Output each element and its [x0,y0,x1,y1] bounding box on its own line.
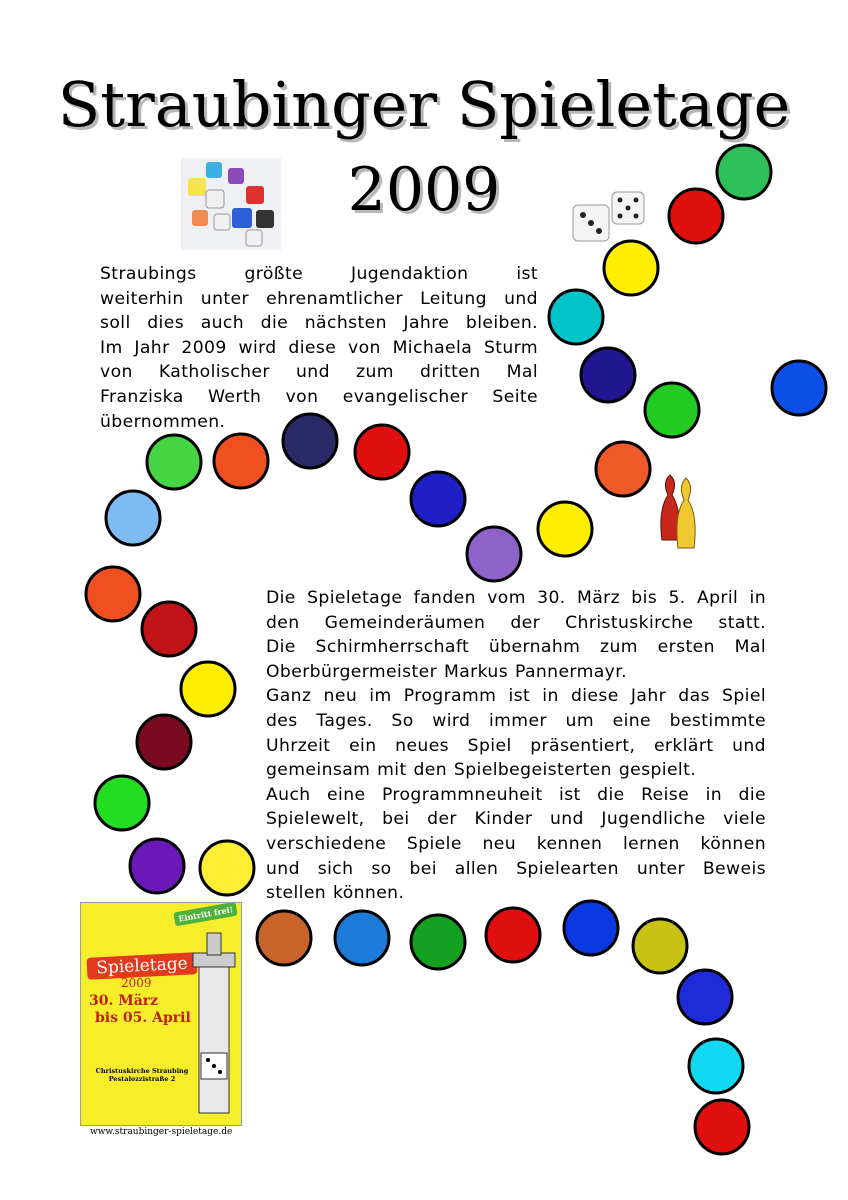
board-space [257,911,311,965]
board-space [645,383,699,437]
poster-venue: Christuskirche Straubing Pestalozzistraße 2 [95,1067,189,1083]
board-space [633,919,687,973]
page-title: Straubinger Spieletage [57,68,791,141]
text-line: des Tages. So wird immer um eine bestimmte [266,710,766,731]
dice-image [181,158,281,250]
board-space [411,915,465,969]
board-space [142,602,196,656]
text-line: Oberbürgermeister Markus Pannermayr. [266,661,627,682]
text-line: und sich so bei allen Spielearten unter Beweis [266,858,766,879]
text-line: Im Jahr 2009 wird diese von Michaela Sturm [100,337,538,358]
board-space [214,434,268,488]
text-line: Die Spieletage fanden vom 30. März bis 5. April in [266,588,766,608]
text-line: Ganz neu im Programm ist in diese Jahr das Spiel [266,686,766,707]
board-space [669,189,723,243]
board-space [130,839,184,893]
board-space [181,662,235,716]
details-paragraph [266,586,766,906]
text-line: verschiedene Spiele neu kennen lernen können [266,833,766,854]
board-space [538,502,592,556]
text-line: soll dies auch die nächsten Jahre bleiben. [100,313,538,334]
text-line: Franziska Werth von evangelischer Seite [100,386,538,407]
board-space [772,361,826,415]
text-line: gemeinsam mit den Spielbegeisterten gespielt. [266,760,697,781]
page-title-year: 2009 [347,155,501,225]
board-space [335,911,389,965]
text-line: stellen können. [266,883,405,904]
event-poster [80,902,242,1126]
board-space [95,776,149,830]
board-space [689,1039,743,1093]
tower-illustration [81,903,241,1125]
board-space [137,715,191,769]
board-space [678,970,732,1024]
text-line: Die Schirmherrschaft übernahm zum ersten Mal [266,637,766,658]
poster-year: 2009 [121,976,152,990]
board-space [147,435,201,489]
text-line: Spielewelt, bei der Kinder und Jugendliche viele [266,809,766,830]
text-line: den Gemeinderäumen der Christuskirche statt. [266,612,766,633]
board-space [106,491,160,545]
board-space [717,145,771,199]
white-dice-image [573,192,644,241]
board-space [411,472,465,526]
board-space [486,908,540,962]
intro-paragraph [100,262,538,434]
poster-badge: Eintritt frei! [173,902,238,926]
text-line: Auch eine Programmneuheit ist die Reise in die [266,784,766,805]
board-space [86,567,140,621]
poster-title: Spieletage [86,952,197,980]
board-space [564,901,618,955]
board-space [549,290,603,344]
board-space [596,442,650,496]
board-space [581,348,635,402]
poster-date-start: 30. März [89,993,159,1009]
text-line: Uhrzeit ein neues Spiel präsentiert, erklärt und [266,735,766,756]
board-space [467,527,521,581]
text-line: Straubings größte Jugendaktion ist [100,264,538,284]
board-space [604,241,658,295]
game-pieces-image [661,475,695,548]
board-space [200,841,254,895]
text-line: von Katholischer und zum dritten Mal [100,362,538,383]
board-space [695,1100,749,1154]
poster-date-end: bis 05. April [95,1010,191,1026]
text-line: übernommen. [100,411,226,432]
poster-url: www.straubinger-spieletage.de [90,1127,233,1137]
text-line: weiterhin unter ehrenamtlicher Leitung und [100,288,538,309]
